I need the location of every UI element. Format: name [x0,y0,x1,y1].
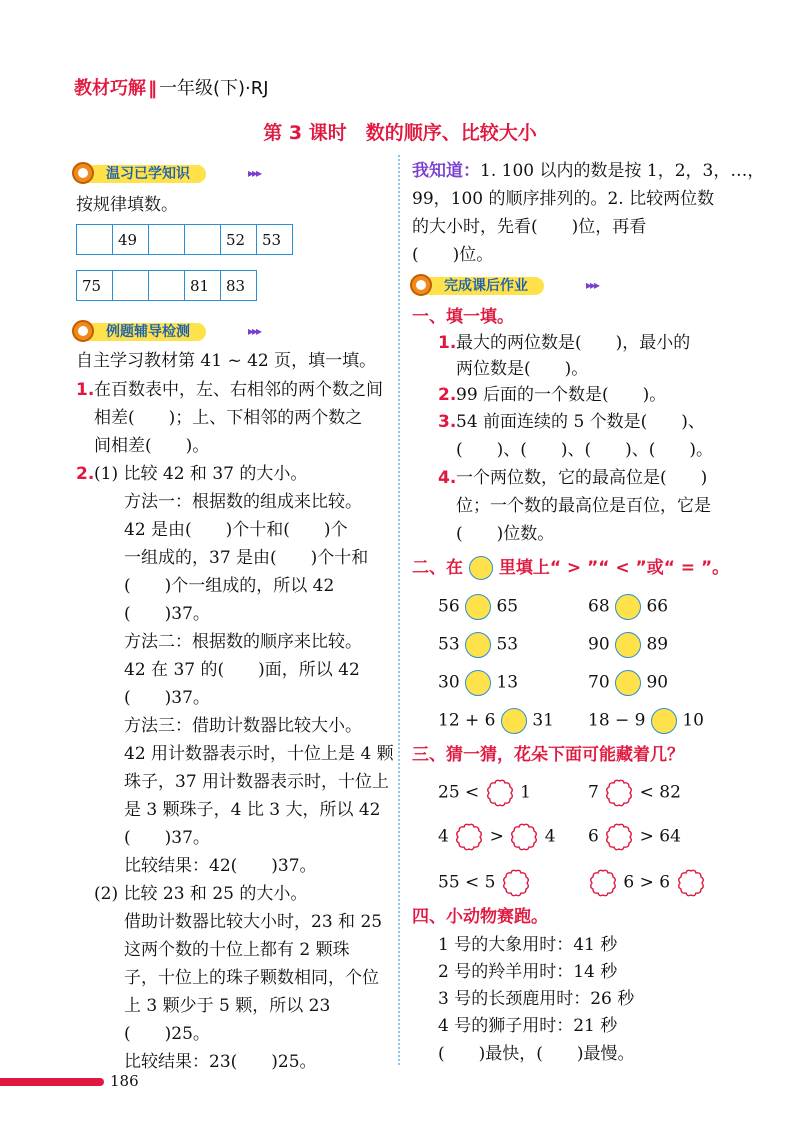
question-number: 2. [76,464,95,484]
question-number: 1. [76,380,95,400]
homework-banner [410,274,630,296]
s1-line: 54 前面连续的 5 个数是( )、 [456,412,705,432]
alarm-clock-icon [72,320,94,342]
s1-line: ( )位数。 [456,524,555,544]
race-line: 3 号的长颈鹿用时：26 秒 [438,989,635,1009]
q2-line: ( )37。 [124,604,210,624]
section-4-title: 四、小动物赛跑。 [412,907,548,927]
grade-label: 一年级(下)·RJ [159,78,269,99]
guess-text: > [489,826,504,847]
q1-line: 相差( )；上、下相邻的两个数之 [94,408,363,428]
guess-text: 55 < 5 [438,872,496,893]
compare-right: 90 [646,672,669,693]
guess-text: 7 [588,782,599,803]
compare-right: 13 [496,672,519,693]
q2-line: 42 在 37 的( )面，所以 42 [124,660,360,680]
answer-circle[interactable] [615,632,641,658]
race-line: ( )最快，( )最慢。 [438,1044,635,1064]
guess-text: > 64 [639,826,681,847]
compare-left: 12 + 6 [438,710,496,731]
s1-line: 位；一个数的最高位是百位，它是 [456,496,711,516]
grid-cell: 49 [113,225,149,255]
item-number: 1. [438,333,457,353]
know-line: ( )位。 [412,245,494,265]
intro-text: 自主学习教材第 41 ~ 42 页，填一填。 [76,351,377,371]
guess-text: 25 < [438,782,480,803]
q2-line: ( )37。 [124,828,210,848]
q2-line: 上 3 颗少于 5 颗，所以 23 [124,996,331,1016]
guess-item [588,868,706,898]
grid-cell[interactable] [149,271,185,301]
guess-item [438,868,531,898]
know-label: 我知道： [412,161,480,181]
compare-pair [588,594,668,620]
flower-icon[interactable] [604,822,634,852]
guess-text: 4 [544,826,556,847]
arrows-icon: ▸▸▸ [248,166,261,180]
item-number: 2. [438,385,457,405]
arrows-icon: ▸▸▸ [248,324,261,338]
column-divider [398,155,400,1065]
q2-line: 方法三：借助计数器比较大小。 [124,716,362,736]
know-line: 99，100 的顺序排列的。2. 比较两位数 [412,189,715,209]
homework-banner-label: 完成课后作业 [424,277,544,295]
q1-line: 间相差( )。 [94,436,210,456]
q2-line: 42 是由( )个十和( )个 [124,520,348,540]
grid-cell: 81 [185,271,221,301]
know-line: 的大小时，先看( )位，再看 [412,217,647,237]
compare-right: 66 [646,596,669,617]
answer-circle[interactable] [615,594,641,620]
flower-icon[interactable] [676,868,706,898]
compare-right: 65 [496,596,519,617]
q2-line: 这两个数的十位上都有 2 颗珠 [124,940,350,960]
q2-line: ( )37。 [124,688,210,708]
grid-cell[interactable] [77,225,113,255]
alarm-clock-icon [410,274,432,296]
s2-title-start: 二、在 [412,558,463,578]
answer-circle[interactable] [615,670,641,696]
answer-circle[interactable] [465,632,491,658]
review-banner-label: 温习已学知识 [86,165,206,183]
q2-line: 珠子，37 用计数器表示时，十位上 [124,772,390,792]
example-banner-label: 例题辅导检测 [86,323,206,341]
know-line: 1. 100 以内的数是按 1，2，3，…， [480,161,765,181]
q2-line: 借助计数器比较大小时，23 和 25 [124,912,383,932]
guess-text: 6 [588,826,599,847]
lesson-title: 第 3 课时 数的顺序、比较大小 [263,122,537,144]
q2-line: 比较结果：42( )37。 [124,856,317,876]
grid-cell[interactable] [185,225,221,255]
s1-line: 一个两位数，它的最高位是( ) [456,468,708,488]
q2-line: 42 用计数器表示时，十位上是 4 颗 [124,744,394,764]
s1-line: 两位数是( )。 [456,359,589,379]
s1-line: ( )、( )、( )、( )。 [456,440,714,460]
q2-line: 比较结果：23( )25。 [124,1052,317,1072]
compare-right: 31 [532,710,554,731]
race-line: 4 号的狮子用时：21 秒 [438,1016,618,1036]
flower-icon[interactable] [604,778,634,808]
race-line: 1 号的大象用时：41 秒 [438,935,618,955]
compare-pair [588,708,704,734]
answer-circle[interactable] [651,708,677,734]
alarm-clock-icon [72,162,94,184]
s1-line: 最大的两位数是( )，最小的 [456,333,691,353]
compare-pair [438,708,554,734]
flower-icon[interactable] [454,822,484,852]
compare-left: 30 [438,672,460,693]
q2-line: 方法二：根据数的顺序来比较。 [124,632,362,652]
review-banner [72,162,292,184]
compare-right: 10 [682,710,704,731]
compare-pair [588,632,668,658]
compare-pair [438,632,518,658]
section-2-title [412,556,729,580]
fill-instruction: 按规律填数。 [76,195,178,215]
race-line: 2 号的羚羊用时：14 秒 [438,962,618,982]
grid-cell: 83 [221,271,257,301]
flower-icon[interactable] [509,822,539,852]
compare-left: 70 [588,672,610,693]
flower-icon[interactable] [485,778,515,808]
page-footer-bar [0,1078,104,1086]
compare-right: 89 [646,634,669,655]
q2-line: (1) 比较 42 和 37 的大小。 [94,464,308,484]
q2-line: ( )个一组成的，所以 42 [124,576,335,596]
q2-line: 是 3 颗珠子，4 比 3 大，所以 42 [124,800,381,820]
guess-item [588,778,681,808]
grid-cell: 75 [77,271,113,301]
guess-text: 1 [520,782,531,803]
section-1-title: 一、填一填。 [412,307,514,327]
guess-text: < 82 [639,782,681,803]
answer-circle[interactable] [465,594,491,620]
item-number: 3. [438,412,457,432]
guess-item [588,822,681,852]
s2-title-end: 里填上“ > ”“ < ”或“ = ”。 [498,558,730,578]
guess-text: 6 > 6 [623,872,671,893]
circle-icon [469,556,493,580]
page-number: 186 [110,1072,139,1090]
q2-line: (2) 比较 23 和 25 的大小。 [94,884,308,904]
book-brand: 教材巧解 [74,78,146,99]
number-grid-row-2 [76,270,257,301]
compare-left: 18 − 9 [588,710,646,731]
grid-cell: 53 [257,225,293,255]
compare-left: 56 [438,596,460,617]
guess-item [438,822,556,852]
q2-line: 子，十位上的珠子颗数相同，个位 [124,968,379,988]
grid-cell[interactable] [113,271,149,301]
number-grid-row-1 [76,224,293,255]
answer-circle[interactable] [501,708,527,734]
compare-pair [438,670,518,696]
item-number: 4. [438,468,457,488]
q2-line: 方法一：根据数的组成来比较。 [124,492,362,512]
compare-pair [588,670,668,696]
arrows-icon: ▸▸▸ [586,278,599,292]
guess-item [438,778,531,808]
grid-cell: 52 [221,225,257,255]
compare-left: 53 [438,634,460,655]
q2-line: ( )25。 [124,1024,210,1044]
compare-left: 68 [588,596,610,617]
running-header [74,74,269,100]
example-banner [72,320,292,342]
guess-text: 4 [438,826,449,847]
q1-line: 在百数表中，左、右相邻的两个数之间 [94,380,383,400]
section-3-title: 三、猜一猜，花朵下面可能藏着几？ [412,745,684,765]
flower-icon[interactable] [588,868,618,898]
compare-right: 53 [496,634,519,655]
compare-left: 90 [588,634,610,655]
grid-cell[interactable] [149,225,185,255]
q2-line: 一组成的，37 是由( )个十和 [124,548,369,568]
compare-pair [438,594,518,620]
header-separator: ‖ [148,78,157,99]
answer-circle[interactable] [465,670,491,696]
s1-line: 99 后面的一个数是( )。 [456,385,667,405]
flower-icon[interactable] [501,868,531,898]
